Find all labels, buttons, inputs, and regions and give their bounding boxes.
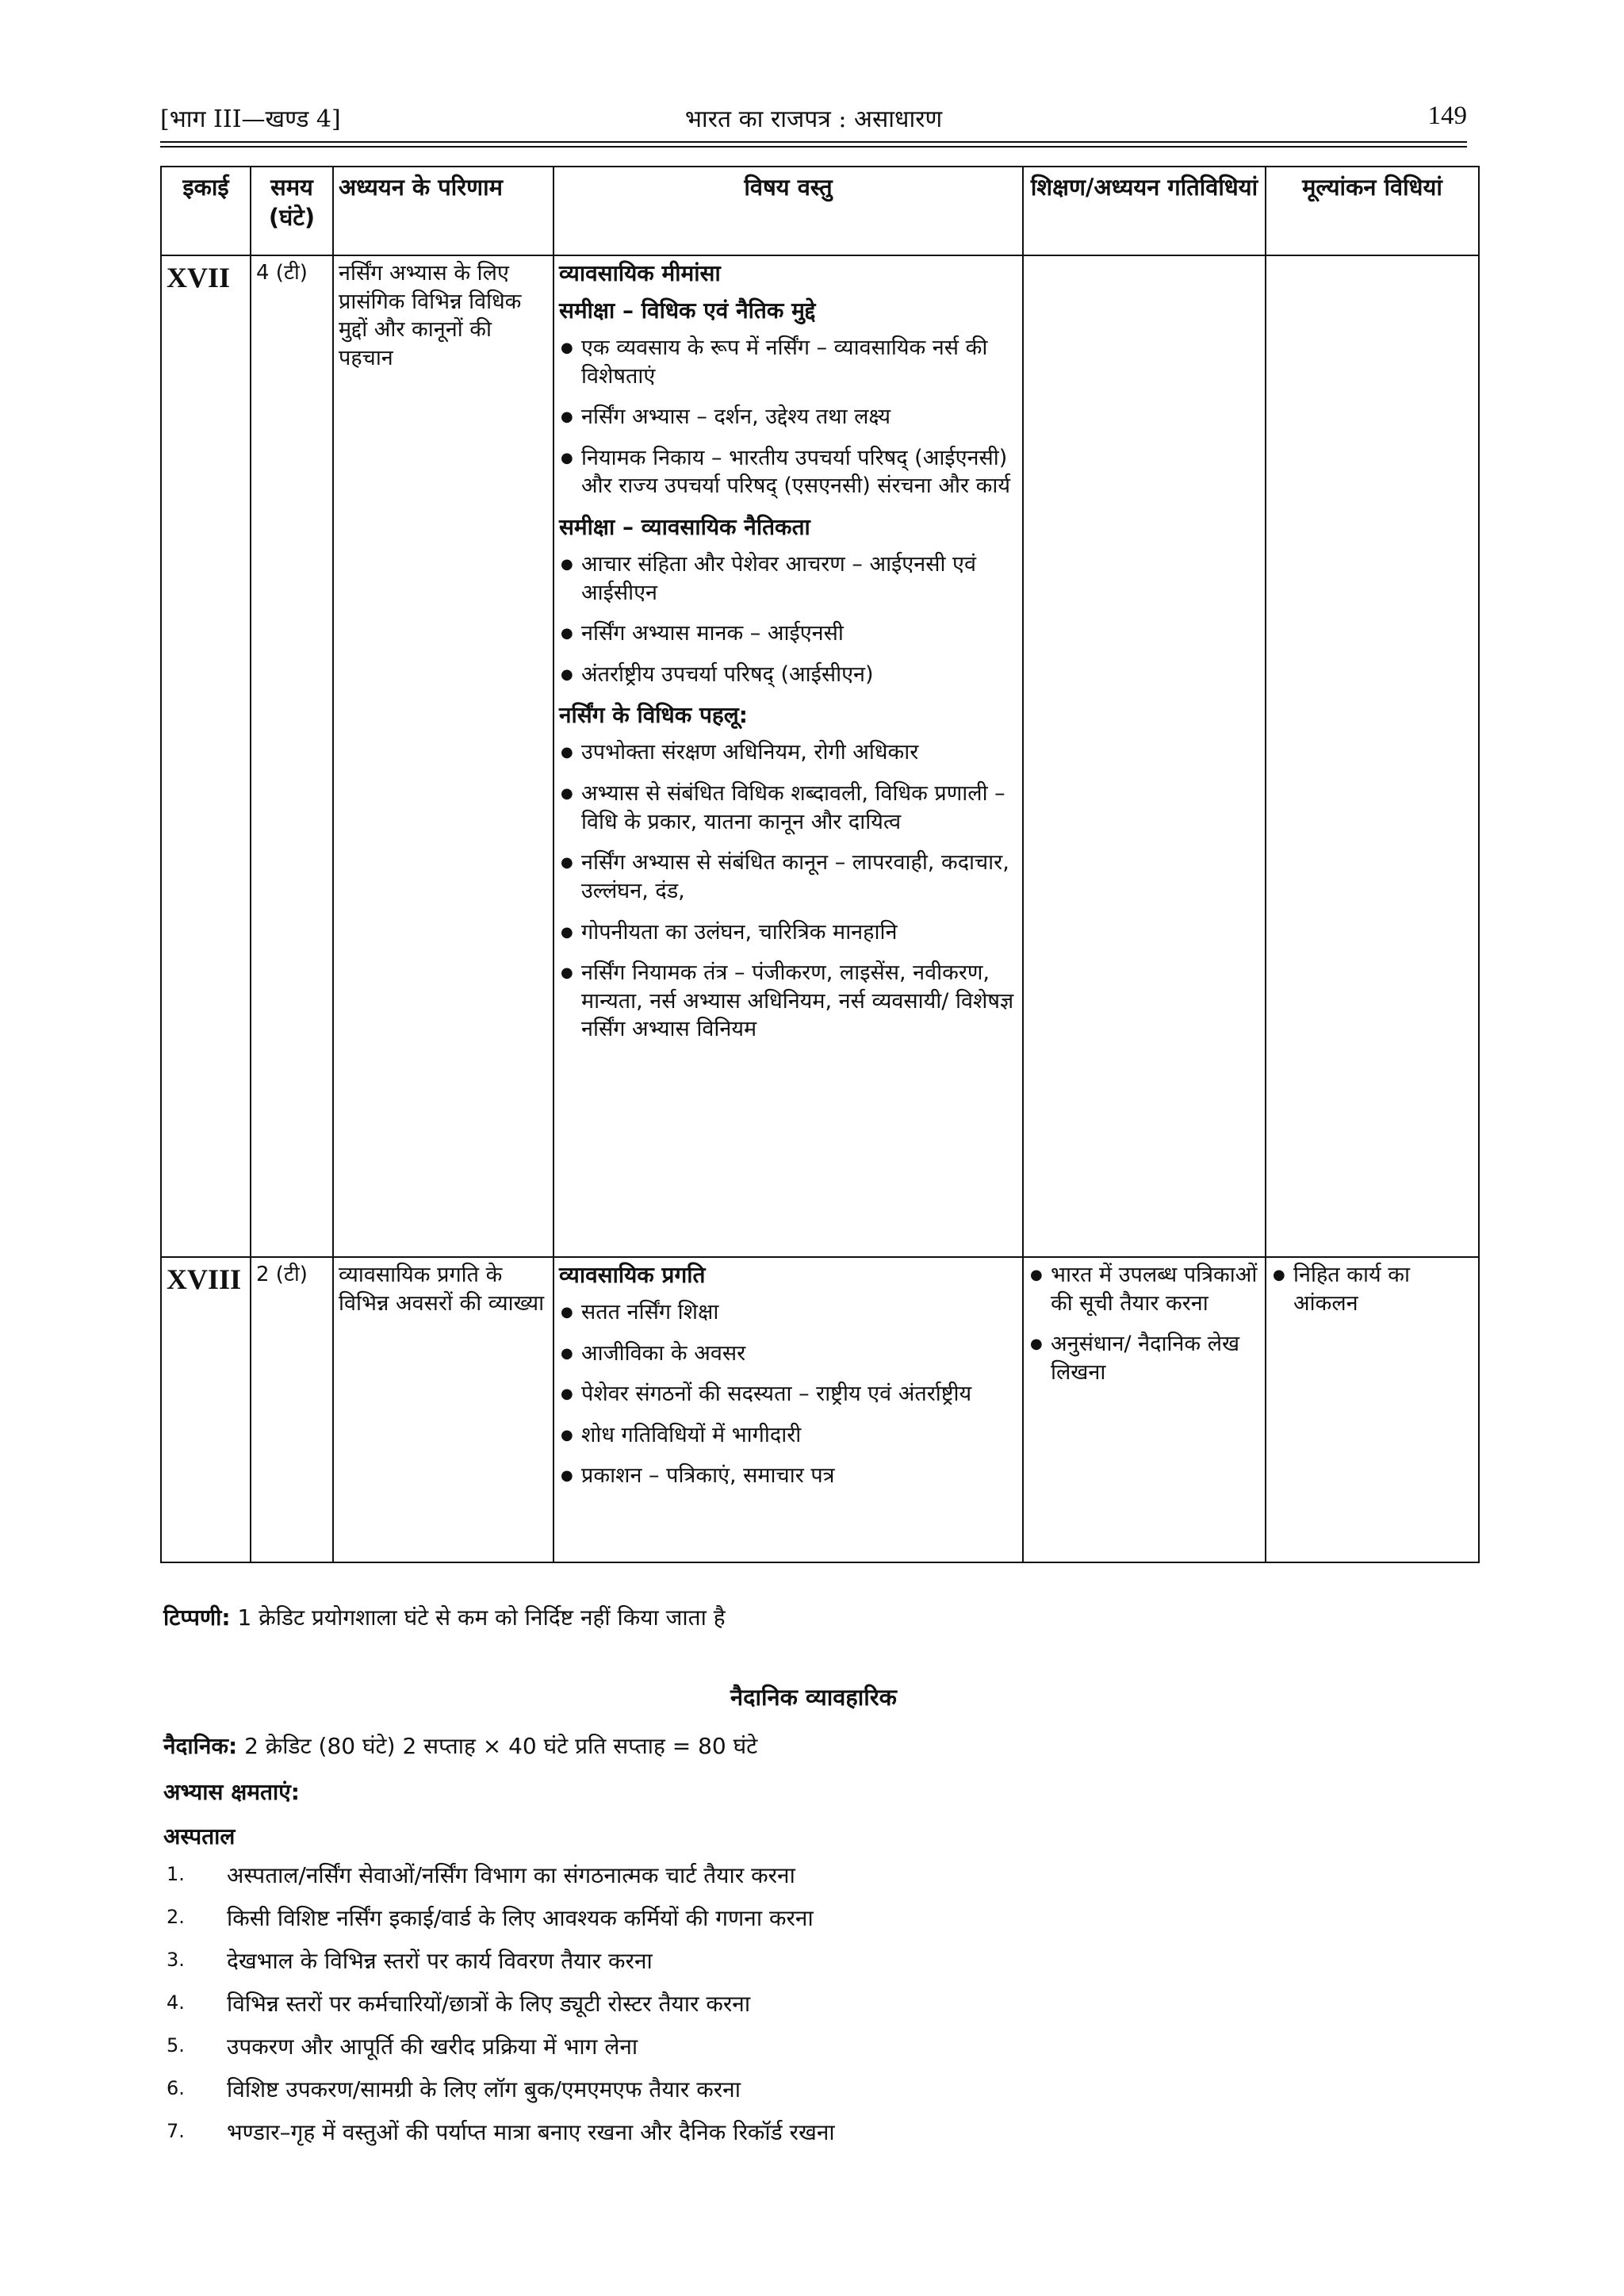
table-row (161, 255, 1479, 1257)
header-rule-bottom (160, 146, 1467, 148)
list-item: ● नर्सिंग अभ्यास मानक – आईएनसी (559, 619, 1017, 648)
outcome-cell: व्यावसायिक प्रगति के विभिन्न अवसरों की व्याख्या (333, 1257, 553, 1562)
task-list (163, 1860, 1464, 2160)
page-header (160, 102, 1467, 141)
table-header-row (161, 167, 1479, 255)
task-text: अस्पताल/नर्सिंग सेवाओं/नर्सिंग विभाग का संगठनात्मक चार्ट तैयार करना (227, 1862, 795, 1888)
unit-cell: XVIII (161, 1257, 251, 1562)
column-header-content: विषय वस्तु (553, 167, 1023, 255)
task-number: 6. (167, 2077, 185, 2099)
list-item: ● आजीविका के अवसर (559, 1340, 1017, 1368)
list-item: ● अनुसंधान/ नैदानिक लेख लिखना (1028, 1330, 1260, 1386)
content-subheading: व्यावसायिक प्रगति (559, 1262, 706, 1288)
content-cell (553, 255, 1023, 1257)
list-item: ● उपभोक्ता संरक्षण अधिनियम, रोगी अधिकार (559, 738, 1017, 767)
activities-list (1028, 1261, 1260, 1387)
time-cell: 2 (टी) (251, 1257, 333, 1562)
task-text: विभिन्न स्तरों पर कर्मचारियों/छात्रों के लिए ड्यूटी रोस्टर तैयार करना (227, 1991, 751, 2017)
footnote-text: 1 क्रेडिट प्रयोगशाला घंटे से कम को निर्दिष्ट नहीं किया जाता है (237, 1604, 726, 1631)
task-text: उपकरण और आपूर्ति की खरीद प्रक्रिया में भाग लेना (227, 2033, 638, 2060)
activities-cell (1023, 1257, 1266, 1562)
list-item: ● नियामक निकाय – भारतीय उपचर्या परिषद् (आईएनसी) और राज्य उपचर्या परिषद् (एसएनसी) संरचना और कार्य (559, 444, 1017, 500)
task-number: 5. (167, 2034, 185, 2056)
column-header-time: समय (घंटे) (251, 167, 333, 255)
header-part-section: [भाग III—खण्ड 4] (160, 105, 341, 133)
task-text: भण्डार–गृह में वस्तुओं की पर्याप्त मात्रा बनाए रखना और दैनिक रिकॉर्ड रखना (227, 2119, 835, 2145)
list-item: ● सतत नर्सिंग शिक्षा (559, 1298, 1017, 1327)
content-subheading: नर्सिंग के विधिक पहलू: (559, 702, 748, 729)
column-header-evaluation: मूल्यांकन विधियां (1266, 167, 1479, 255)
list-item (163, 1903, 1464, 1945)
evaluation-cell (1266, 1257, 1479, 1562)
content-list (559, 550, 1017, 689)
list-item: ● गोपनीयता का उलंघन, चारित्रिक मानहानि (559, 918, 1017, 947)
header-title: भारत का राजपत्र : असाधारण (684, 105, 943, 133)
outcome-cell: नर्सिंग अभ्यास के लिए प्रासंगिक विभिन्न विधिक मुद्दों और कानूनों की पहचान (333, 255, 553, 1257)
task-number: 2. (167, 1906, 185, 1928)
list-item (163, 2074, 1464, 2117)
content-subheading: व्यावसायिक मीमांसा (559, 260, 721, 286)
evaluation-list (1271, 1261, 1473, 1317)
list-item: ● निहित कार्य का आंकलन (1271, 1261, 1473, 1317)
syllabus-table (160, 166, 1480, 1563)
list-item: ● प्रकाशन – पत्रिकाएं, समाचार पत्र (559, 1462, 1017, 1490)
list-item: ● शोध गतिविधियों में भागीदारी (559, 1421, 1017, 1450)
list-item: ● अभ्यास से संबंधित विधिक शब्दावली, विधिक प्रणाली – विधि के प्रकार, यातना कानून और दायित्व (559, 780, 1017, 836)
task-number: 4. (167, 1991, 185, 2014)
activities-cell (1023, 255, 1266, 1257)
column-header-activities: शिक्षण/अध्ययन गतिविधियां (1023, 167, 1266, 255)
list-item (163, 1860, 1464, 1903)
list-item: ● भारत में उपलब्ध पत्रिकाओं की सूची तैयार करना (1028, 1261, 1260, 1317)
section-title: नैदानिक व्यावहारिक (730, 1684, 897, 1711)
list-item: ● आचार संहिता और पेशेवर आचरण – आईएनसी एवं आईसीएन (559, 550, 1017, 607)
task-number: 3. (167, 1949, 185, 1971)
list-item (163, 2031, 1464, 2074)
column-header-outcomes: अध्ययन के परिणाम (333, 167, 553, 255)
unit-cell: XVII (161, 255, 251, 1257)
content-list (559, 1298, 1017, 1490)
task-text: विशिष्ट उपकरण/सामग्री के लिए लॉग बुक/एमएमएफ तैयार करना (227, 2076, 741, 2102)
hospital-heading: अस्पताल (163, 1823, 236, 1849)
clinical-label: नैदानिक: (163, 1733, 238, 1759)
page-number: 149 (1427, 102, 1467, 130)
task-number: 7. (167, 2120, 185, 2142)
content-subheading: समीक्षा – विधिक एवं नैतिक मुद्दे (559, 297, 816, 324)
list-item (163, 2117, 1464, 2160)
list-item: ● पेशेवर संगठनों की सदस्यता – राष्ट्रीय एवं अंतर्राष्ट्रीय (559, 1380, 1017, 1409)
table-row (161, 1257, 1479, 1562)
footnote-label: टिप्पणी: (163, 1604, 231, 1631)
header-rule-top (160, 141, 1467, 143)
list-item: ● एक व्यवसाय के रूप में नर्सिंग – व्यावसायिक नर्स की विशेषताएं (559, 334, 1017, 390)
list-item: ● नर्सिंग अभ्यास से संबंधित कानून – लापरवाही, कदाचार, उल्लंघन, दंड, (559, 849, 1017, 905)
task-text: किसी विशिष्ट नर्सिंग इकाई/वार्ड के लिए आवश्यक कर्मियों की गणना करना (227, 1905, 814, 1931)
task-text: देखभाल के विभिन्न स्तरों पर कार्य विवरण तैयार करना (227, 1948, 653, 1974)
clinical-text: 2 क्रेडिट (80 घंटे) 2 सप्ताह × 40 घंटे प्रति सप्ताह = 80 घंटे (244, 1733, 758, 1759)
column-header-unit: इकाई (161, 167, 251, 255)
content-subheading: समीक्षा – व्यावसायिक नैतिकता (559, 514, 810, 541)
competency-heading: अभ्यास क्षमताएं: (163, 1779, 300, 1805)
task-number: 1. (167, 1863, 185, 1885)
footnote (163, 1602, 726, 1632)
content-list (559, 334, 1017, 500)
list-item: ● नर्सिंग अभ्यास – दर्शन, उद्देश्य तथा लक्ष्य (559, 403, 1017, 431)
evaluation-cell (1266, 255, 1479, 1257)
content-cell (553, 1257, 1023, 1562)
clinical-credit-line (163, 1731, 757, 1761)
list-item (163, 1988, 1464, 2031)
list-item: ● नर्सिंग नियामक तंत्र – पंजीकरण, लाइसेंस, नवीकरण, मान्यता, नर्स अभ्यास अधिनियम, नर्स व्यवसायी/ विशेषज्ञ नर्सिंग अभ्यास विनियम (559, 959, 1017, 1044)
list-item: ● अंतर्राष्ट्रीय उपचर्या परिषद् (आईसीएन) (559, 661, 1017, 689)
time-cell: 4 (टी) (251, 255, 333, 1257)
content-list (559, 738, 1017, 1044)
list-item (163, 1945, 1464, 1988)
